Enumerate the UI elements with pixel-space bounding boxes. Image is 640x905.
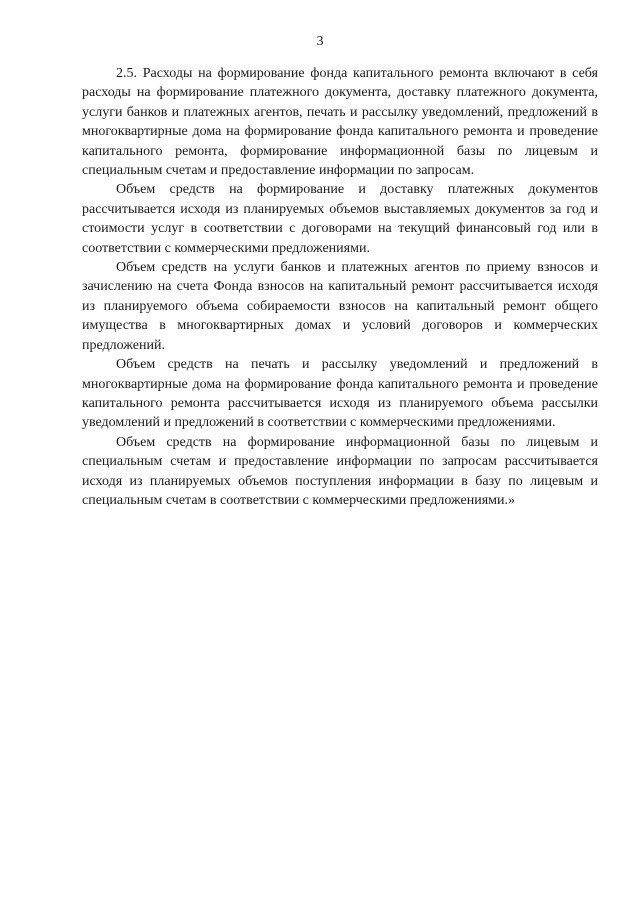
paragraph-2-5: 2.5. Расходы на формирование фонда капитального ремонта включают в себя расходы на формирование платежного документа, доставку платежного документа, услуги банков и платежных агентов, печать и рассылку уведомлений, предложений в многоквартирные дома на формирование фонда капитального ремонта и проведение капитального ремонта, формирование информационной базы по лицевым и специальным счетам и предоставление информации по запросам. — [82, 66, 598, 179]
paragraph-bank-services: Объем средств на услуги банков и платежных агентов по приему взносов и зачислению на счета Фонда взносов на капитальный ремонт рассчитывается исходя из планируемого объема собираемости взносов на капитальный ремонт общего имущества в многоквартирных домах и условий договоров и коммерческих предложений. — [82, 260, 598, 353]
document-body — [82, 64, 598, 510]
paragraph-information-base: Объем средств на формирование информационной базы по лицевым и специальным счетам и предоставление информации по запросам рассчитывается исходя из планируемых объемов поступления информации в базу по лицевым и специальным счетам в соответствии с коммерческими предложениями.» — [82, 434, 598, 508]
page-number: 3 — [316, 34, 324, 49]
paragraph-printing-mailing: Объем средств на печать и рассылку уведомлений и предложений в многоквартирные дома на формирование фонда капитального ремонта и проведение капитального ремонта рассчитывается исходя из планируемого объема рассылки уведомлений и предложений в соответствии с коммерческими предложениями. — [82, 357, 598, 431]
paragraph-payment-documents: Объем средств на формирование и доставку платежных документов рассчитывается исходя из планируемых объемов выставляемых документов за год и стоимости услуг в соответствии с договорами на текущий финансовый год или в соответствии с коммерческими предложениями. — [82, 182, 598, 256]
